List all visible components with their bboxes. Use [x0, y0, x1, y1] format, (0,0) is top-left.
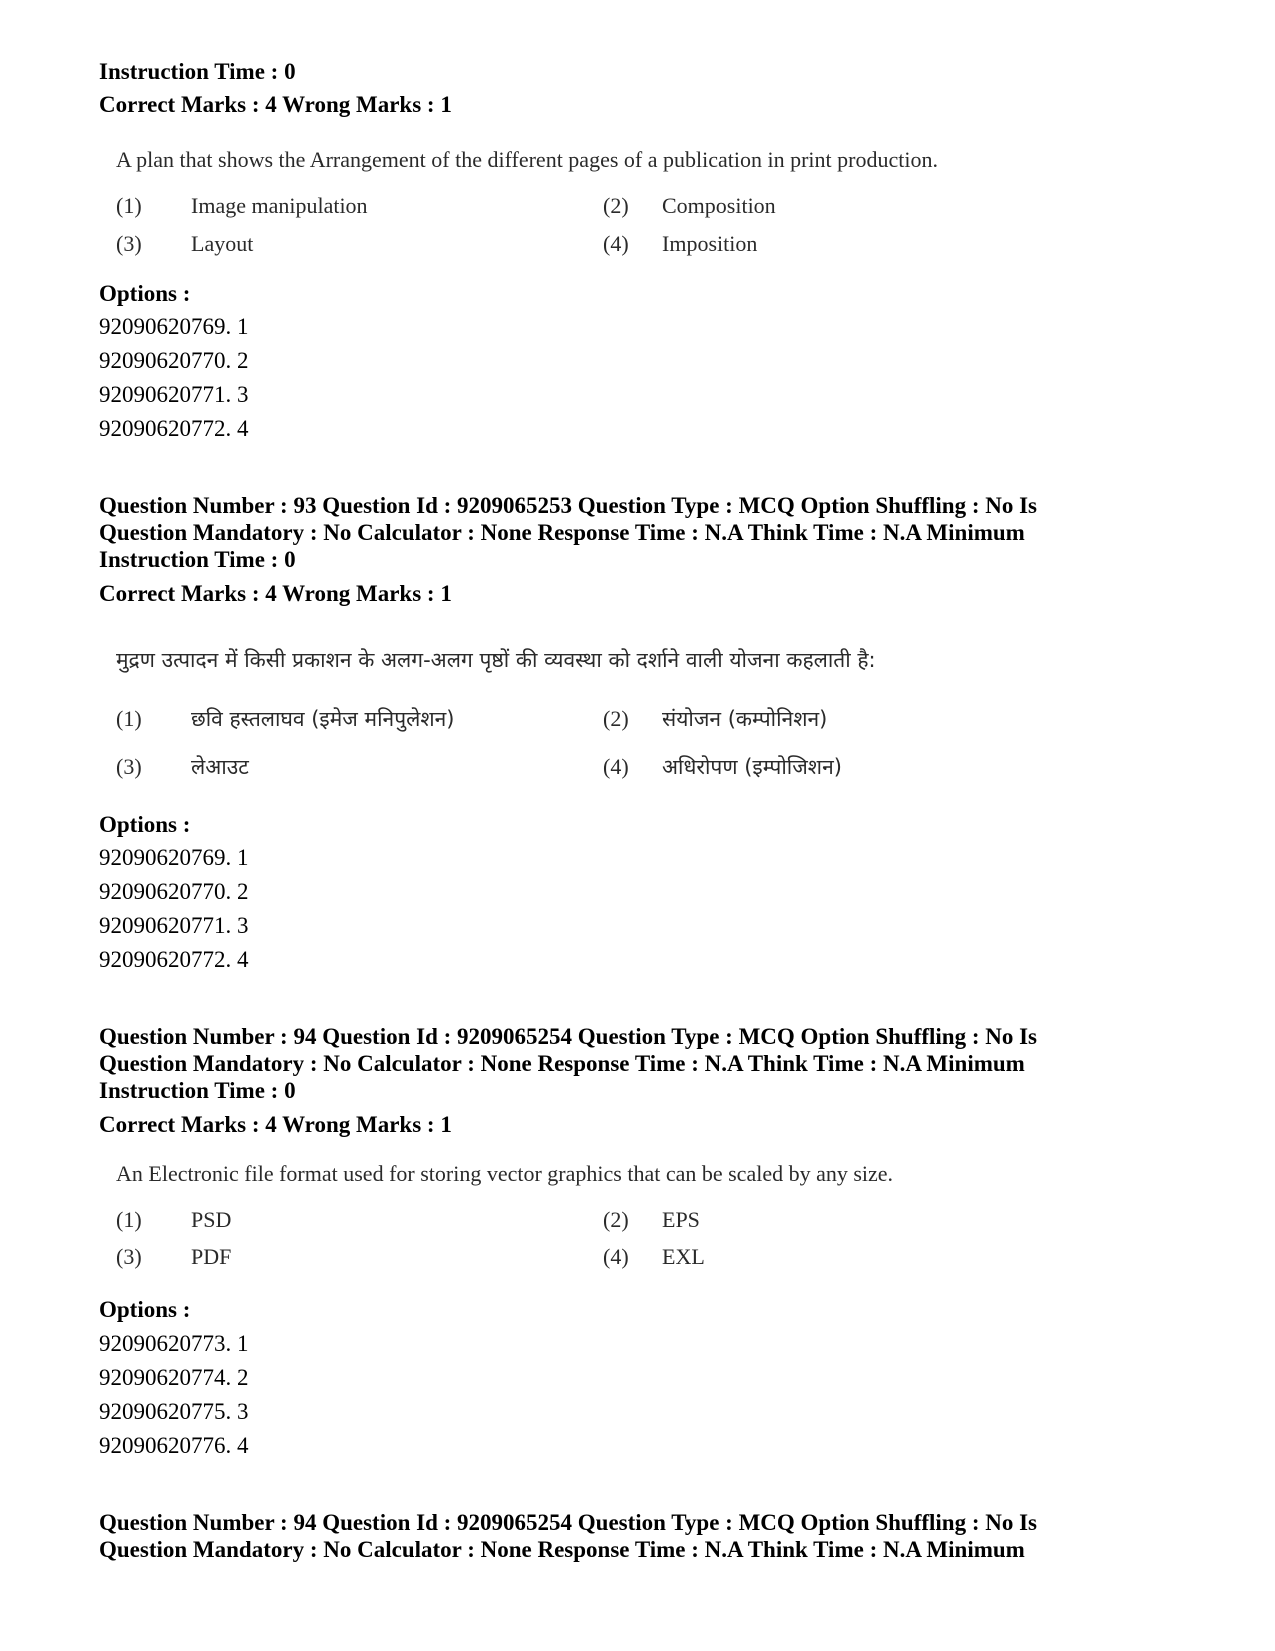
options-label: Options :	[99, 281, 191, 306]
choice-text: छवि हस्तलाघव (इमेज मनिपुलेशन)	[191, 707, 455, 731]
choice-text: EXL	[662, 1244, 705, 1269]
instruction-time: Instruction Time : 0	[99, 1078, 296, 1103]
choice-number: (4)	[603, 231, 629, 256]
choice-text: Layout	[191, 231, 254, 256]
choice-text: EPS	[662, 1207, 700, 1232]
option-id: 92090620774. 2	[99, 1365, 249, 1390]
question-text: मुद्रण उत्पादन में किसी प्रकाशन के अलग-अलग पृष्ठों की व्यवस्था को दर्शाने वाली योजना कहलाती है:	[116, 648, 876, 672]
choice-number: (2)	[603, 706, 629, 731]
choice-text: संयोजन (कम्पोनिशन)	[662, 707, 828, 731]
option-id: 92090620770. 2	[99, 348, 249, 373]
choice-number: (3)	[116, 754, 142, 779]
option-id: 92090620775. 3	[99, 1399, 249, 1424]
choice-number: (4)	[603, 754, 629, 779]
question-header: Question Mandatory : No Calculator : None Response Time : N.A Think Time : N.A Minimum	[99, 1537, 1025, 1562]
choice-number: (4)	[603, 1244, 629, 1269]
choice-text: PDF	[191, 1244, 232, 1269]
instruction-time: Instruction Time : 0	[99, 59, 296, 84]
choice-text: PSD	[191, 1207, 232, 1232]
choice-text: Composition	[662, 193, 776, 218]
question-header: Question Number : 94 Question Id : 9209065254 Question Type : MCQ Option Shuffling : No Is	[99, 1510, 1038, 1535]
option-id: 92090620772. 4	[99, 416, 249, 441]
question-text: An Electronic file format used for storing vector graphics that can be scaled by any size.	[116, 1161, 894, 1186]
question-header: Question Number : 93 Question Id : 9209065253 Question Type : MCQ Option Shuffling : No Is	[99, 493, 1038, 518]
question-header: Question Mandatory : No Calculator : None Response Time : N.A Think Time : N.A Minimum	[99, 520, 1025, 545]
option-id: 92090620769. 1	[99, 845, 249, 870]
choice-number: (1)	[116, 193, 142, 218]
options-label: Options :	[99, 812, 191, 837]
choice-text: Image manipulation	[191, 193, 368, 218]
option-id: 92090620773. 1	[99, 1331, 249, 1356]
options-label: Options :	[99, 1297, 191, 1322]
question-header: Question Number : 94 Question Id : 9209065254 Question Type : MCQ Option Shuffling : No Is	[99, 1024, 1038, 1049]
option-id: 92090620769. 1	[99, 314, 249, 339]
option-id: 92090620771. 3	[99, 382, 249, 407]
marks-line: Correct Marks : 4 Wrong Marks : 1	[99, 1112, 452, 1137]
choice-text: अधिरोपण (इम्पोजिशन)	[662, 755, 842, 779]
choice-number: (2)	[603, 1207, 629, 1232]
option-id: 92090620776. 4	[99, 1433, 249, 1458]
instruction-time: Instruction Time : 0	[99, 547, 296, 572]
choice-number: (1)	[116, 1207, 142, 1232]
choice-number: (1)	[116, 706, 142, 731]
option-id: 92090620771. 3	[99, 913, 249, 938]
option-id: 92090620772. 4	[99, 947, 249, 972]
marks-line: Correct Marks : 4 Wrong Marks : 1	[99, 581, 452, 606]
choice-text: Imposition	[662, 231, 758, 256]
question-header: Question Mandatory : No Calculator : None Response Time : N.A Think Time : N.A Minimum	[99, 1051, 1025, 1076]
choice-number: (3)	[116, 231, 142, 256]
question-text: A plan that shows the Arrangement of the different pages of a publication in print production.	[116, 147, 938, 172]
option-id: 92090620770. 2	[99, 879, 249, 904]
choice-number: (3)	[116, 1244, 142, 1269]
choice-text: लेआउट	[191, 755, 249, 779]
choice-number: (2)	[603, 193, 629, 218]
marks-line: Correct Marks : 4 Wrong Marks : 1	[99, 92, 452, 117]
